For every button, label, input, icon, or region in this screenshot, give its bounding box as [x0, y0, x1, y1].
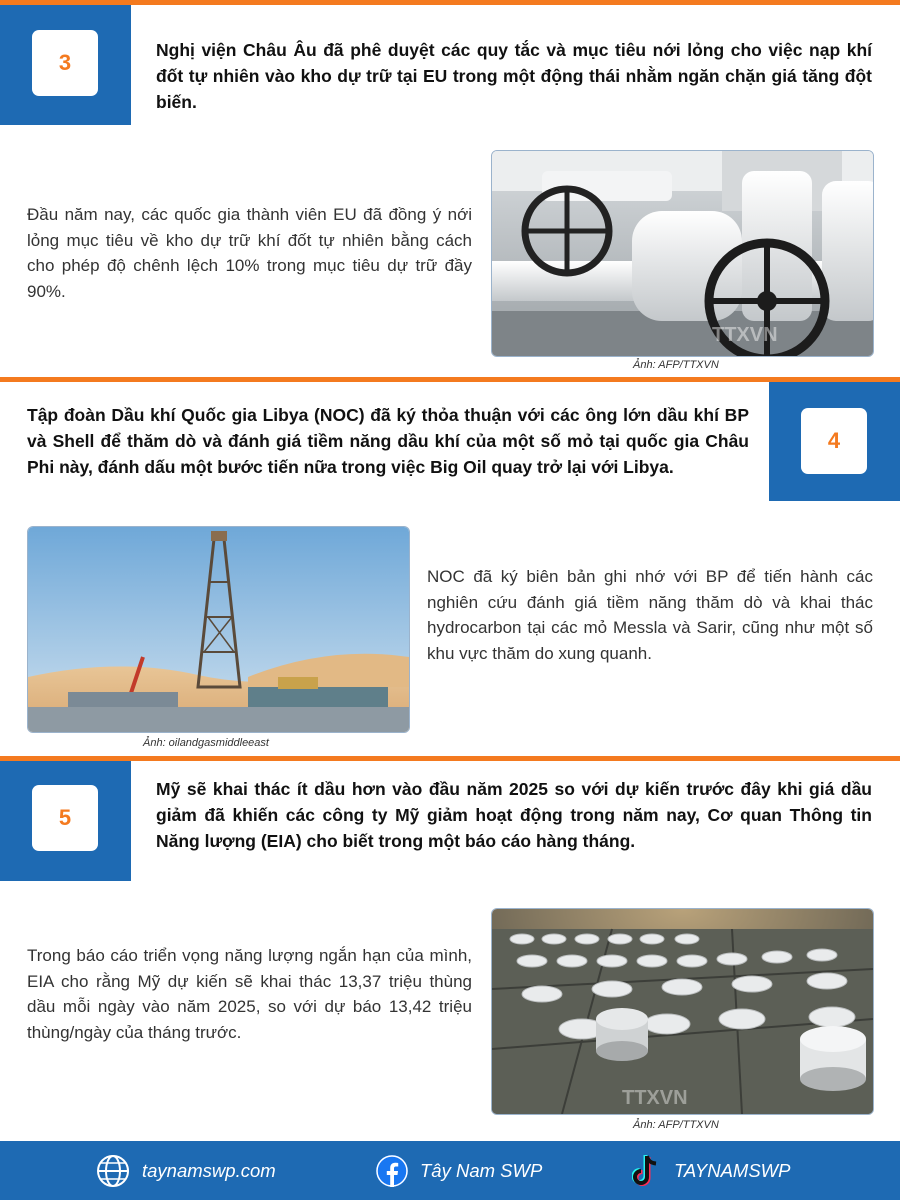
section-5-body: Trong báo cáo triển vọng năng lượng ngắn hạn của mình, EIA cho rằng Mỹ dự kiến sẽ khai thác 13,37 triệu thùng dầu mỗi ngày vào năm 2025, so với dự báo 13,42 triệu thùng/ngày của tháng trước. [27, 946, 472, 1042]
footer-tiktok-text: TAYNAMSWP [674, 1159, 791, 1181]
tiktok-icon [632, 1154, 662, 1188]
section-3-photo-gas-valves [491, 150, 874, 357]
section-3-number: 3 [32, 30, 98, 96]
section-4-photo-oil-rig [27, 526, 410, 733]
footer-tiktok-link[interactable] [632, 1141, 790, 1200]
facebook-icon [376, 1155, 408, 1187]
footer-bar [0, 1141, 900, 1200]
section-3-photo-watermark: TTXVN [712, 324, 778, 346]
section-4-body: NOC đã ký biên bản ghi nhớ với BP để tiến hành các nghiên cứu đánh giá tiềm năng thăm dò và khai thác hydrocarbon tại các mỏ Messla và Sarir, cũng như một số khu vực thăm do xung quanh. [427, 567, 873, 663]
section-5-photo-watermark: TTXVN [622, 1087, 688, 1109]
section-5-number: 5 [32, 785, 98, 851]
section-5-headline: Mỹ sẽ khai thác ít dầu hơn vào đầu năm 2025 so với dự kiến trước đây khi giá dầu giảm đã khiến các công ty Mỹ giảm hoạt động trong năm nay, Cơ quan Thông tin Năng lượng (EIA) cho biết trong một báo cáo hàng tháng. [156, 779, 872, 851]
section-5-photo-credit: Ảnh: AFP/TTXVN [633, 1119, 719, 1131]
footer-website-link[interactable] [96, 1141, 276, 1200]
top-divider [0, 0, 900, 5]
footer-facebook-link[interactable] [376, 1141, 542, 1200]
globe-icon [96, 1154, 130, 1188]
section-4-headline: Tập đoàn Dầu khí Quốc gia Libya (NOC) đã ký thỏa thuận với các ông lớn dầu khí BP và Shell để thăm dò và đánh giá tiềm năng dầu khí của một số mỏ tại quốc gia Châu Phi này, đánh dấu một bước tiến nữa trong việc Big Oil quay trở lại với Libya. [27, 405, 749, 477]
section-divider [0, 756, 900, 761]
section-3-photo-credit: Ảnh: AFP/TTXVN [633, 359, 719, 371]
footer-website-text: taynamswp.com [142, 1159, 276, 1181]
footer-facebook-text: Tây Nam SWP [420, 1159, 543, 1181]
section-3-body: Đầu năm nay, các quốc gia thành viên EU đã đồng ý nới lỏng mục tiêu về kho dự trữ khí đốt tự nhiên bằng cách cho phép độ chênh lệch 10% trong mục tiêu dự trữ đầy 90%. [27, 205, 472, 301]
section-3-headline: Nghị viện Châu Âu đã phê duyệt các quy tắc và mục tiêu nới lỏng cho việc nạp khí đốt tự nhiên vào kho dự trữ tại EU trong một động thái nhằm ngăn chặn giá tăng đột biến. [156, 40, 872, 112]
section-4-number: 4 [801, 408, 867, 474]
section-4-photo-credit: Ảnh: oilandgasmiddleeast [143, 737, 269, 749]
section-5-photo-oil-tanks [491, 908, 874, 1115]
section-divider [0, 377, 900, 382]
